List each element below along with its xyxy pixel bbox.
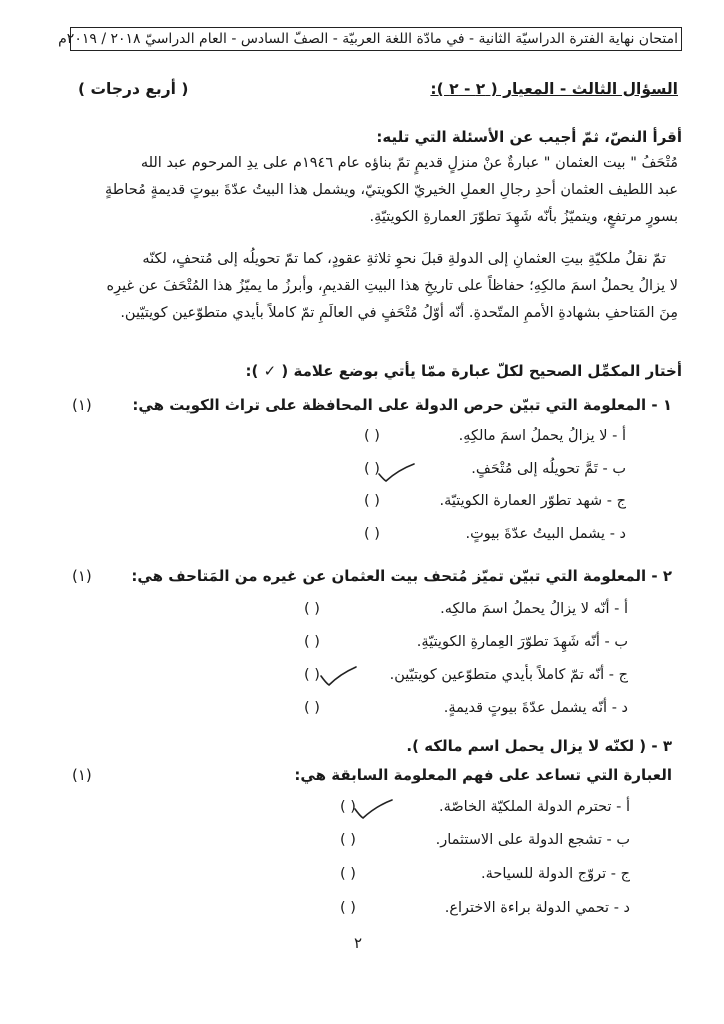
q3-answer-box-a[interactable]: ( )	[340, 799, 356, 815]
question-1-prompt: ١ - المعلومة التي تبيّن حرص الدولة على المحافظة على تراث الكويت هي:	[132, 396, 672, 414]
q3-option-c: ج - تروّج الدولة للسياحة.	[481, 866, 630, 882]
q2-answer-box-c[interactable]: ( )	[304, 667, 320, 683]
q3-option-a: أ - تحترم الدولة الملكيّة الخاصّة.	[438, 799, 630, 815]
q3-option-b: ب - تشجع الدولة على الاستثمار.	[435, 832, 630, 848]
passage-line: تمّ نقلُ ملكيّةِ بيتِ العثمانِ إلى الدولةِ قبلَ نحوِ ثلاثةِ عقودٍ، كما تمّ تحويلُه إلى مُتحفٍ، لكنّه	[142, 251, 666, 267]
passage-line: مُتْحَفُ " بيت العثمان " عبارةٌ عنْ منزلٍ قديمٍ تمّ بناؤه عام ١٩٤٦م على يدِ المرحوم عبد الله	[140, 155, 678, 171]
q3-answer-box-c[interactable]: ( )	[340, 866, 356, 882]
q2-option-b: ب - أنّه شَهِدَ تطوّرَ العِمارةِ الكويتيّةِ.	[416, 634, 628, 650]
question-1-score: (١)	[72, 396, 92, 414]
page-number: ٢	[354, 934, 363, 952]
q2-option-a: أ - أنّه لا يزالُ يحملُ اسمَ مالكِه.	[440, 601, 628, 617]
passage-line: مِنَ المَتاحفِ بشهادةِ الأممِ المتّحدةِ. أنّه أوّلُ مُتْحَفٍ في العالَمِ تمّ كاملاً بأيدي متطوّعين كويتيّين.	[120, 305, 678, 321]
checkmark-icon	[376, 460, 416, 484]
q3-option-d: د - تحمي الدولة براءة الاختراع.	[444, 900, 630, 916]
q2-answer-box-a[interactable]: ( )	[304, 601, 320, 617]
q2-option-c: ج - أنّه تمّ كاملاً بأيدي متطوّعين كويتيّين.	[389, 667, 628, 683]
q3-answer-box-b[interactable]: ( )	[340, 832, 356, 848]
q2-answer-box-d[interactable]: ( )	[304, 700, 320, 716]
q1-answer-box-c[interactable]: ( )	[364, 493, 380, 509]
q3-answer-box-d[interactable]: ( )	[340, 900, 356, 916]
q1-option-c: ج - شهد تطوّر العمارة الكويتيّة.	[439, 493, 626, 509]
exam-header: امتحان نهاية الفترة الدراسيّة الثانية - في مادّة اللغة العربيّة - الصفّ السادس - العام الدراسيّ ٢٠١٨ / ٢٠١٩م	[58, 31, 678, 47]
q1-answer-box-d[interactable]: ( )	[364, 526, 380, 542]
question-2-score: (١)	[72, 567, 92, 585]
checkmark-icon	[318, 662, 358, 688]
choose-instruction: أختار المكمِّل الصحيح لكلّ عبارة ممّا يأتي بوضع علامة ( ✓ ):	[245, 362, 682, 380]
checkmark-icon	[352, 796, 394, 822]
q2-option-d: د - أنّه يشمل عدّةَ بيوتٍ قديمةٍ.	[443, 700, 628, 716]
reading-instruction: أقرأ النصّ، ثمّ أجيب عن الأسئلة التي تليه:	[376, 128, 682, 146]
passage-line: عبد اللطيف العثمان أحدِ رجالِ العملِ الخيريّ الكويتيّ، ويشمل هذا البيتُ عدّةَ بيوتٍ قديمةٍ مُحاطةٍ	[104, 182, 678, 198]
q1-answer-box-a[interactable]: ( )	[364, 428, 380, 444]
q1-option-a: أ - لا يزالُ يحملُ اسمَ مالكِهِ.	[458, 428, 626, 444]
section-title: السؤال الثالث - المعيار ( ٢ - ٢ ):	[430, 80, 678, 98]
q1-option-b: ب - تَمَّ تحويلُه إلى مُتْحَفٍ.	[471, 461, 626, 477]
q1-answer-box-b[interactable]: ( )	[364, 461, 380, 477]
q1-option-d: د - يشمل البيتُ عدّةَ بيوتٍ.	[465, 526, 626, 542]
question-3-score: (١)	[72, 766, 92, 784]
q2-answer-box-b[interactable]: ( )	[304, 634, 320, 650]
question-3-prompt: العبارة التي تساعد على فهم المعلومة السابقة هي:	[294, 766, 672, 784]
passage-line: بسورٍ مرتفعٍ، ويتميّزُ بأنّه شَهِدَ تطوّرَ العمارةِ الكويتيّةِ.	[369, 209, 678, 225]
passage-line: لا يزالُ يحملُ اسمَ مالكِهِ؛ حفاظاً على تاريخِ هذا البيتِ القديمِ، وأبرزُ ما يميّزُ هذا المُتْحَفَ عن غيرِه	[106, 278, 678, 294]
question-3-quote: ٣ - ( لكنّه لا يزال يحمل اسم مالكه ).	[406, 737, 672, 755]
question-2-prompt: ٢ - المعلومة التي تبيّن تميّز مُتحف بيت العثمان عن غيره من المَتاحف هي:	[131, 567, 672, 585]
section-score: ( أربع درجات )	[78, 80, 189, 98]
